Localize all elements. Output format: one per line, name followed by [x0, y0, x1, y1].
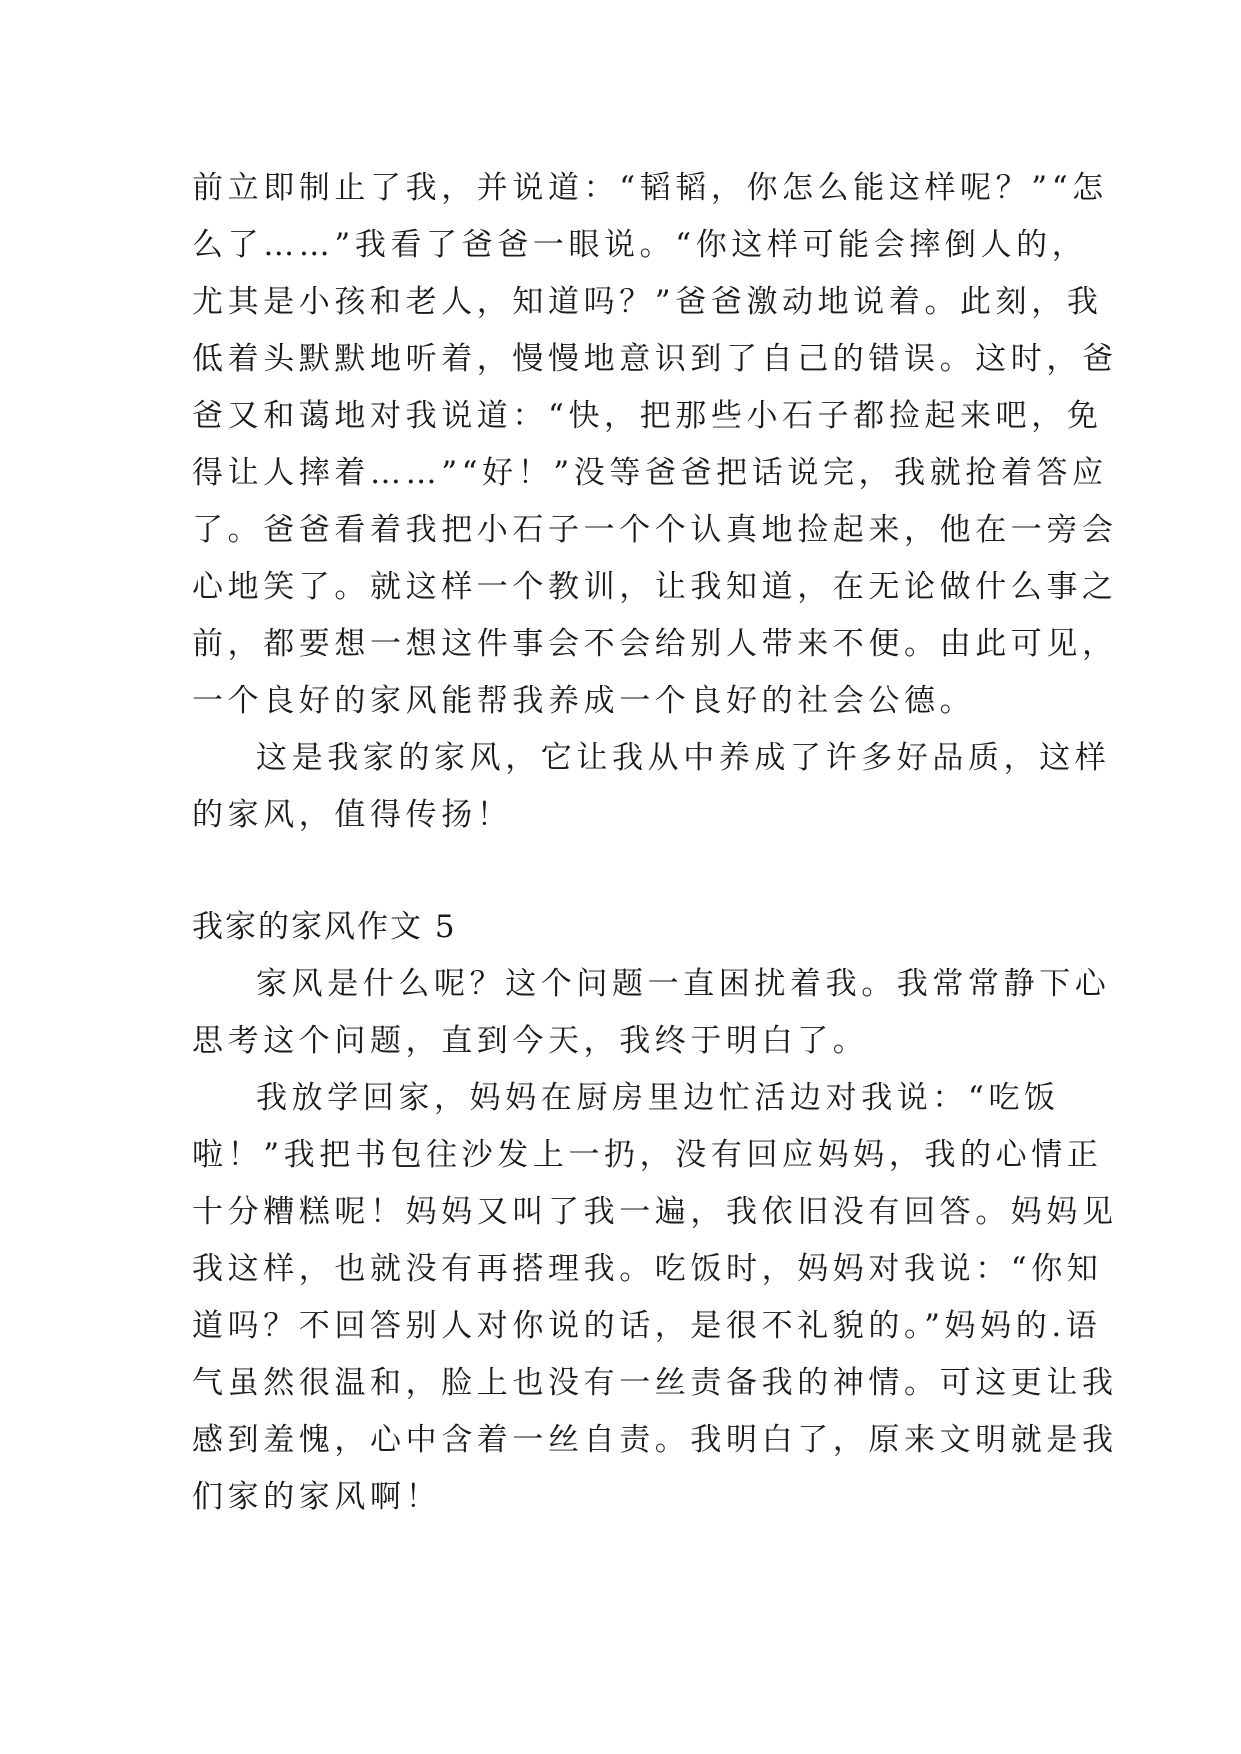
text-line: 我这样，也就没有再搭理我。吃饭时，妈妈对我说：“你知	[192, 1251, 1103, 1287]
essay-title: 我家的家风作文 5	[192, 909, 457, 945]
text-line: 前，都要想一想这件事会不会给别人带来不便。由此可见，	[192, 626, 1118, 662]
text-line: 前立即制止了我，并说道：“韬韬，你怎么能这样呢？”“怎	[192, 170, 1108, 206]
text-line: 十分糟糕呢！妈妈又叫了我一遍，我依旧没有回答。妈妈见	[192, 1194, 1118, 1230]
text-line: 低着头默默地听着，慢慢地意识到了自己的错误。这时，爸	[192, 341, 1118, 377]
text-line: 我放学回家，妈妈在厨房里边忙活边对我说：“吃饭	[256, 1080, 1060, 1116]
text-line: 思考这个问题，直到今天，我终于明白了。	[192, 1023, 869, 1059]
text-line: 一个良好的家风能帮我养成一个良好的社会公德。	[192, 683, 976, 719]
text-line: 的家风，值得传扬！	[192, 797, 513, 833]
text-line: 尤其是小孩和老人，知道吗？”爸爸激动地说着。此刻，我	[192, 284, 1103, 320]
text-line: 了。爸爸看着我把小石子一个个认真地捡起来，他在一旁会	[192, 512, 1118, 548]
text-line: 这是我家的家风，它让我从中养成了许多好品质，这样	[256, 740, 1111, 776]
text-line: 气虽然很温和，脸上也没有一丝责备我的神情。可这更让我	[192, 1365, 1118, 1401]
text-line: 心地笑了。就这样一个教训，让我知道，在无论做什么事之	[192, 569, 1118, 605]
text-line: 们家的家风啊！	[192, 1479, 442, 1515]
text-line: 爸又和蔼地对我说道：“快，把那些小石子都捡起来吧，免	[192, 398, 1103, 434]
text-line: 啦！”我把书包往沙发上一扔，没有回应妈妈，我的心情正	[192, 1137, 1103, 1173]
text-line: 道吗？不回答别人对你说的话，是很不礼貌的。”妈妈的.语	[192, 1308, 1102, 1344]
text-line: 得让人摔着……”“好！”没等爸爸把话说完，我就抢着答应	[192, 455, 1108, 491]
text-line: 么了……”我看了爸爸一眼说。“你这样可能会摔倒人的，	[192, 227, 1088, 263]
text-line: 感到羞愧，心中含着一丝自责。我明白了，原来文明就是我	[192, 1422, 1118, 1458]
text-line: 家风是什么呢？这个问题一直困扰着我。我常常静下心	[256, 966, 1111, 1002]
